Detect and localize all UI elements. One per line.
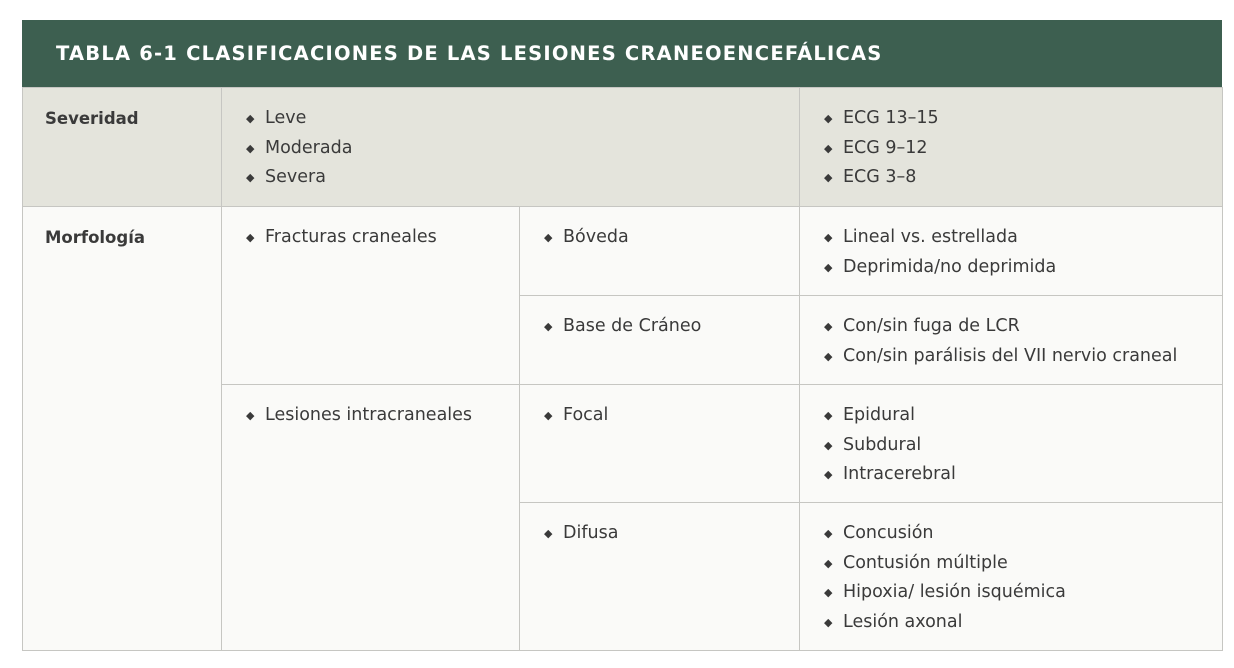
list-item: ◆ Epidural: [822, 401, 1202, 431]
bullet-icon: ◆: [246, 171, 255, 184]
list-item: ◆ Con/sin fuga de LCR: [822, 312, 1202, 342]
list-item: ◆ ECG 13–15: [822, 104, 1202, 134]
base-detail-cell: [800, 296, 1223, 385]
table-title-bar: [22, 20, 1222, 87]
bullet-icon: ◆: [824, 409, 833, 422]
bullet-icon: ◆: [824, 260, 833, 274]
classification-table-frame: [22, 20, 1222, 650]
base-cell: [520, 296, 800, 385]
bullet-icon: ◆: [246, 141, 255, 155]
classification-table: [22, 87, 1223, 651]
bullet-icon: ◆: [824, 231, 833, 244]
bullet-icon: ◆: [824, 438, 833, 452]
bullet-icon: ◆: [824, 468, 833, 481]
intracranial-cell: [222, 385, 520, 651]
bullet-icon: ◆: [544, 409, 553, 422]
bullet-icon: ◆: [824, 112, 833, 125]
focal-detail-cell: [800, 385, 1223, 503]
list-item: ◆ Bóveda: [542, 223, 779, 253]
vault-detail-cell: [800, 207, 1223, 296]
bullet-icon: ◆: [824, 349, 833, 363]
list-item: ◆ Severa: [244, 163, 779, 193]
table-title: TABLA 6-1 CLASIFICACIONES DE LAS LESIONES CRANEOENCEFÁLICAS: [56, 42, 883, 65]
bullet-icon: ◆: [544, 527, 553, 540]
list-item: ◆ ECG 9–12: [822, 134, 1202, 164]
list-item: ◆ Fracturas craneales: [244, 223, 499, 253]
list-item: ◆ Deprimida/no deprimida: [822, 253, 1202, 283]
fractures-cell: [222, 207, 520, 385]
bullet-icon: ◆: [246, 112, 255, 125]
list-item: ◆ Hipoxia/ lesión isquémica: [822, 578, 1202, 608]
list-item: ◆ Moderada: [244, 134, 779, 164]
bullet-icon: ◆: [824, 171, 833, 184]
focal-cell: [520, 385, 800, 503]
bullet-icon: ◆: [824, 320, 833, 333]
list-item: ◆ Con/sin parálisis del VII nervio craneal: [822, 342, 1202, 372]
list-item: ◆ Leve: [244, 104, 779, 134]
severity-scores-list: [822, 104, 1202, 193]
list-item: ◆ Difusa: [542, 519, 779, 549]
list-item: ◆ Intracerebral: [822, 460, 1202, 490]
list-item: ◆ Lineal vs. estrellada: [822, 223, 1202, 253]
vault-row: [23, 207, 1223, 296]
morphology-label: Morfología: [45, 228, 145, 247]
severity-label: Severidad: [45, 109, 139, 128]
list-item: ◆ Concusión: [822, 519, 1202, 549]
list-item: ◆ Lesiones intracraneales: [244, 401, 499, 431]
severity-levels-cell: [222, 88, 800, 207]
bullet-icon: ◆: [824, 527, 833, 540]
bullet-icon: ◆: [824, 615, 833, 629]
morphology-label-cell: [23, 207, 222, 651]
diffuse-cell: [520, 503, 800, 651]
bullet-icon: ◆: [824, 556, 833, 570]
bullet-icon: ◆: [246, 231, 255, 244]
list-item: ◆ Base de Cráneo: [542, 312, 779, 342]
bullet-icon: ◆: [824, 586, 833, 599]
bullet-icon: ◆: [246, 409, 255, 422]
vault-cell: [520, 207, 800, 296]
severity-row: [23, 88, 1223, 207]
severity-scores-cell: [800, 88, 1223, 207]
bullet-icon: ◆: [544, 320, 553, 333]
severity-label-cell: [23, 88, 222, 207]
severity-levels-list: [244, 104, 779, 193]
list-item: ◆ Contusión múltiple: [822, 549, 1202, 579]
list-item: ◆ Subdural: [822, 431, 1202, 461]
diffuse-detail-cell: [800, 503, 1223, 651]
bullet-icon: ◆: [824, 141, 833, 155]
list-item: ◆ Lesión axonal: [822, 608, 1202, 638]
list-item: ◆ Focal: [542, 401, 779, 431]
bullet-icon: ◆: [544, 231, 553, 244]
list-item: ◆ ECG 3–8: [822, 163, 1202, 193]
